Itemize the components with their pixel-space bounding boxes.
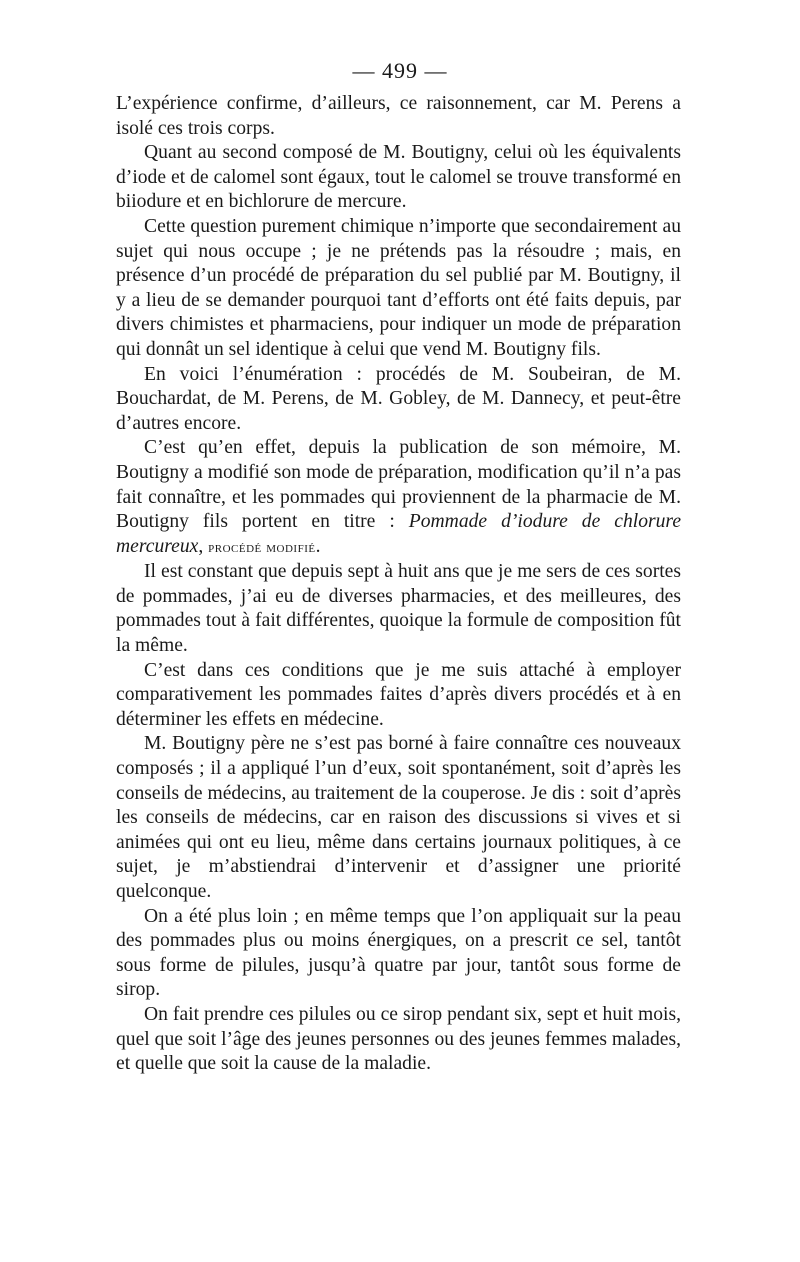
page-number: — 499 —	[352, 58, 448, 83]
body-text	[116, 92, 681, 1077]
paragraph-1: L’expérience confirme, d’ailleurs, ce raisonnement, car M. Perens a isolé ces trois corps.	[116, 93, 681, 139]
paragraph-2: Quant au second composé de M. Boutigny, celui où les équivalents d’iode et de calomel sont égaux, tout le calomel se trouve transformé en biiodure et en bichlorure de mercure.	[116, 142, 681, 213]
paragraph-5	[116, 436, 681, 560]
paragraph-7: C’est dans ces conditions que je me suis attaché à employer comparativement les pommades faites d’après divers procédés et à en déterminer les effets en médecine.	[116, 659, 681, 730]
paragraph-4: En voici l’énumération : procédés de M. Soubeiran, de M. Bouchardat, de M. Perens, de M. Gobley, de M. Dannecy, et peut-être d’autres encore.	[116, 363, 681, 434]
pommade-title: Pommade d’iodure de chlorure mercureux	[116, 511, 682, 557]
paragraph-5-separator: ,	[198, 535, 209, 557]
procede-modifie: procédé modifié	[208, 538, 316, 556]
paragraph-3: Cette question purement chimique n’importe que secondairement au sujet qui nous occupe ; je ne prétends pas la résoudre ; mais, en présence d’un procédé de préparation du sel publié par M. Boutigny, il y a lieu de se demander pourquoi tant d’efforts ont été faits depuis, par divers chimistes et pharmaciens, pour indiquer un mode de préparation qui donnât un sel identique à celui que vend M. Boutigny fils.	[116, 215, 681, 360]
paragraph-8: M. Boutigny père ne s’est pas borné à faire connaître ces nouveaux composés ; il a appliqué l’un d’eux, soit spontanément, soit d’après les conseils de médecins, au traitement de la couperose. Je dis : soit d’après les conseils de médecins, car en raison des discussions si vives et si animées qui ont eu lieu, même dans certains journaux politiques, à ce sujet, je m’abstiendrai d’intervenir et d’assigner une priorité quelconque.	[116, 733, 681, 902]
paragraph-5-end: .	[315, 535, 321, 557]
paragraph-9: On a été plus loin ; en même temps que l’on appliquait sur la peau des pommades plus ou moins énergiques, on a prescrit ce sel, tantôt sous forme de pilules, jusqu’à quatre par jour, tantôt sous forme de sirop.	[116, 905, 681, 1001]
paragraph-10: On fait prendre ces pilules ou ce sirop pendant six, sept et huit mois, quel que soit l’âge des jeunes personnes ou des jeunes femmes malades, et quelle que soit la cause de la maladie.	[116, 1003, 681, 1075]
paragraph-6: Il est constant que depuis sept à huit ans que je me sers de ces sortes de pommades, j’ai eu de diverses pharmacies, et des meilleures, des pommades tout à fait différentes, quoique la formule de composition fût la même.	[116, 561, 681, 657]
paragraph-5-text: C’est qu’en effet, depuis la publication de son mémoire, M. Boutigny a modifié son mode de préparation, modification qu’il n’a pas fait connaître, et les pommades qui proviennent de la pharmacie de M. Boutigny fils portent en titre :	[116, 437, 681, 533]
